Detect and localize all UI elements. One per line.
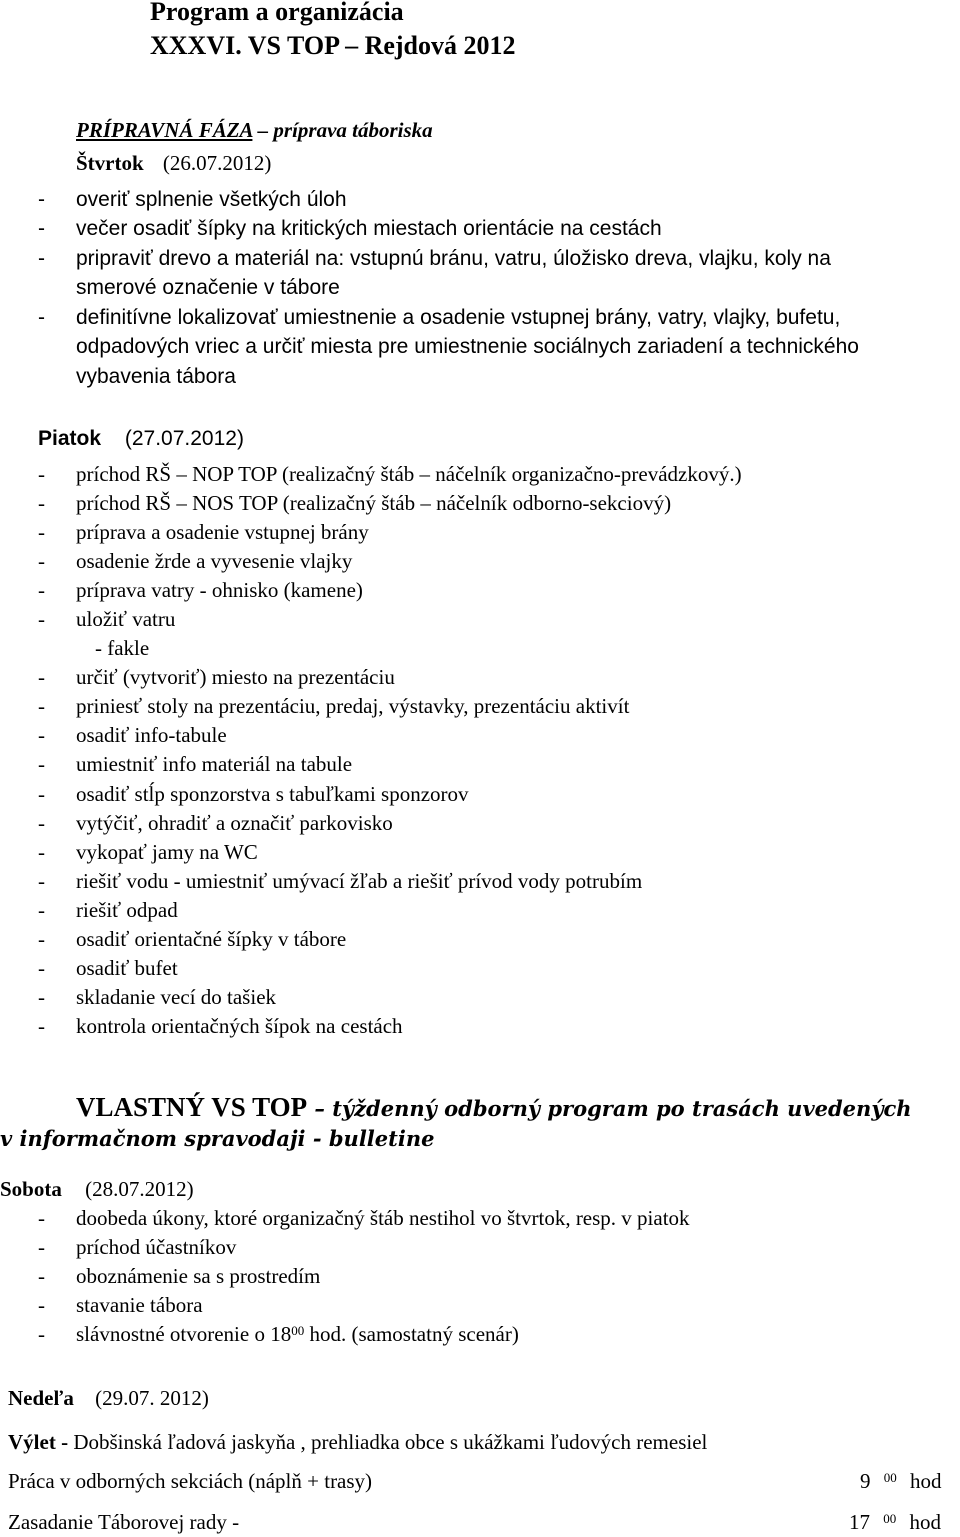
list-item: skladanie vecí do tašiek (76, 985, 277, 1009)
list-item: príchod RŠ – NOP TOP (realizačný štáb – náčelník organizačno-prevádzkový.) (76, 462, 742, 486)
list-item: príchod účastníkov (76, 1235, 237, 1259)
main-heading-rest: – týždenný odborný program po trasách uvedených (307, 1096, 912, 1121)
list-item: riešiť odpad (76, 898, 178, 922)
saturday-date: (28.07.2012) (85, 1177, 194, 1201)
sunday-date: (29.07. 2012) (95, 1386, 209, 1410)
list-item: uložiť vatru (76, 607, 176, 631)
list-item: overiť splnenie všetkých úloh (76, 188, 347, 211)
list-item: príprava a osadenie vstupnej brány (76, 520, 369, 544)
list-item: priniesť stoly na prezentáciu, predaj, výstavky, prezentáciu aktivít (76, 694, 630, 718)
main-heading-title: VLASTNÝ VS TOP (76, 1092, 308, 1122)
title-line-1: Program a organizácia (150, 0, 404, 26)
list-item: osadiť info-tabule (76, 723, 227, 747)
list-item: kontrola orientačných šípok na cestách (76, 1014, 403, 1038)
list-item: - fakle (95, 636, 150, 660)
thursday-day: Štvrtok (76, 151, 144, 175)
list-item: smerové označenie v tábore (76, 276, 340, 299)
list-item: osadenie žrde a vyvesenie vlajky (76, 549, 353, 573)
list-item: príchod RŠ – NOS TOP (realizačný štáb – náčelník odborno-sekciový) (76, 491, 672, 515)
list-item: vykopať jamy na WC (76, 840, 258, 864)
list-item: doobeda úkony, ktoré organizačný štáb nestihol vo štvrtok, resp. v piatok (76, 1206, 690, 1230)
trip-line (8, 1428, 707, 1457)
list-item: určiť (vytvoriť) miesto na prezentáciu (76, 665, 395, 689)
title-line-2: XXXVI. VS TOP – Rejdová 2012 (150, 31, 516, 60)
prep-heading-a: PRÍPRAVNÁ FÁZA (76, 118, 253, 142)
work-label: Práca v odborných sekciách (náplň + trasy) (8, 1469, 373, 1493)
list-item: vytýčiť, ohradiť a označiť parkovisko (76, 811, 393, 835)
friday-date: (27.07.2012) (124, 427, 244, 450)
saturday-heading (0, 1175, 194, 1204)
prep-heading (76, 116, 433, 145)
list-item: osadiť bufet (76, 956, 178, 980)
list-item: osadiť stĺp sponzorstva s tabuľkami sponzorov (76, 782, 469, 806)
list-item: stavanie tábora (76, 1293, 203, 1317)
trip-label: Výlet - (8, 1430, 69, 1454)
work-time: 9 $^{00}$ hod (860, 1469, 942, 1493)
friday-day: Piatok (38, 427, 102, 450)
friday-heading (38, 424, 244, 453)
sunday-day: Nedeľa (8, 1386, 74, 1410)
list-item: slávnostné otvorenie o $18^{00}$ hod. (samostatný scenár) (76, 1322, 519, 1346)
list-item: oboznámenie sa s prostredím (76, 1264, 321, 1288)
list-item: večer osadiť šípky na kritických miestach orientácie na cestách (76, 217, 662, 240)
council-time: 17 $^{00}$ hod (849, 1510, 941, 1534)
list-item: osadiť orientačné šípky v tábore (76, 927, 347, 951)
trip-text: Dobšinská ľadová jaskyňa , prehliadka obce s ukážkami ľudových remesiel (73, 1430, 708, 1454)
list-item: definitívne lokalizovať umiestnenie a osadenie vstupnej brány, vatry, vlajky, bufetu, (76, 306, 841, 329)
prep-heading-b: – príprava táboriska (252, 118, 433, 142)
list-item: riešiť vodu - umiestniť umývací žľab a riešiť prívod vody potrubím (76, 869, 643, 893)
saturday-day: Sobota (0, 1177, 62, 1201)
list-item: vybavenia tábora (76, 365, 236, 388)
list-item: odpadových vriec a určiť miesta pre umiestnenie sociálnych zariadení a technického (76, 335, 859, 358)
sunday-heading (8, 1384, 209, 1413)
list-item: pripraviť drevo a materiál na: vstupnú bránu, vatru, úložisko dreva, vlajku, koly na (76, 247, 831, 270)
list-item: príprava vatry - ohnisko (kamene) (76, 578, 363, 602)
list-item: umiestniť info materiál na tabule (76, 752, 353, 776)
thursday-heading (76, 149, 271, 178)
main-heading (76, 1091, 912, 1124)
main-heading-line2: v informačnom spravodaji - bulletine (0, 1126, 435, 1151)
thursday-date: (26.07.2012) (162, 151, 272, 175)
council-label: Zasadanie Táborovej rady - (8, 1510, 240, 1534)
